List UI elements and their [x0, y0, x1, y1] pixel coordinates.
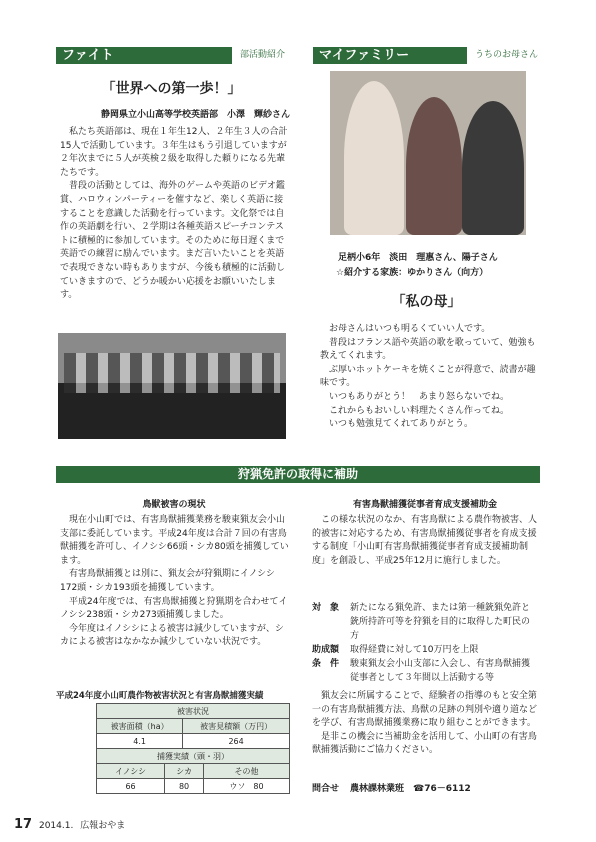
- subsidy-closing: [312, 690, 538, 758]
- fight-body: [60, 126, 288, 303]
- publication-name: 広報おやま: [80, 821, 126, 831]
- hunting-header: [56, 466, 540, 483]
- family-line: いつも勉強見てくれてありがとう。: [329, 419, 474, 430]
- term-text: 取得経費に対して10万円を上限: [350, 645, 479, 655]
- damage-body: [60, 514, 292, 650]
- family-line: ぶ厚いホットケーキを焼くことが得意で、読書が趣味です。: [320, 364, 536, 389]
- deer-label: シカ: [165, 764, 204, 779]
- area-value: 4.1: [97, 734, 183, 749]
- amount-value: 264: [183, 734, 290, 749]
- contact-label: 問合せ: [312, 784, 340, 794]
- footer: [14, 818, 125, 833]
- term-label: 条 件: [312, 659, 340, 669]
- other-value: ウソ 80: [204, 779, 290, 794]
- subsidy-intro: [312, 514, 538, 568]
- area-label: 被害面積（ha）: [97, 719, 183, 734]
- term-amount: [312, 643, 538, 657]
- family-title: 「私の母」: [391, 294, 462, 310]
- family-line: これからもおいしい料理たくさん作ってね。: [329, 405, 510, 416]
- term-target: [312, 601, 538, 643]
- issue-date: 2014.1.: [38, 821, 74, 831]
- subsidy-paragraph: 猟友会に所属することで、経験者の指導のもと安全第一の有害鳥獣捕獲方法、鳥獣の足跡の判別や適り道などを学び、有害鳥獣捕獲業務に取り組むことができます。: [312, 691, 538, 729]
- family-header: [313, 47, 540, 64]
- fight-paragraph: 私たち英語部は、現在１年生12人、２年生３人の合計15人で活動しています。３年生はもう引退していますが２年次までに５人が英検２級を取得した頼りになる先輩たちです。: [60, 127, 288, 178]
- term-text: 新たになる猟免許、または第一種銃猟免許と銃所持許可等を狩猟を目的に取得した町民の方: [350, 603, 531, 641]
- subsidy-subtitle: 有害鳥獣捕獲従事者育成支援補助金: [352, 500, 497, 510]
- other-label: その他: [204, 764, 290, 779]
- damage-paragraph: 平成24年度では、有害鳥獣捕獲と狩猟期を合わせてイノシシ238頭・シカ273頭捕獲しました。: [60, 596, 288, 621]
- contact: [312, 782, 538, 796]
- damage-paragraph: 現在小山町では、有害鳥獣捕獲業務を駿東猟友会小山支部に委託しています。平成24年度は合計７回の有害鳥獣捕獲を許可し、イノシシ66頭・シカ80頭を捕獲しています。: [60, 515, 289, 566]
- family-line: お母さんはいつも明るくていい人です。: [329, 324, 491, 334]
- boar-label: イノシシ: [97, 764, 165, 779]
- family-header-title: マイファミリー: [319, 48, 410, 63]
- fight-byline: 静岡県立小山高等学校英語部 小澤 輝紗さん: [100, 110, 290, 120]
- fight-header-sub: 部活動紹介: [232, 47, 287, 64]
- family-line: 普段はフランス語や英語の歌を歌っていて、勉強も教えてくれます。: [320, 337, 536, 362]
- family-caption-1: 足柄小6年 淡田 理惠さん、陽子さん: [338, 253, 498, 263]
- family-line: いつもありがとう！ あまり怒らないでね。: [329, 391, 510, 402]
- subsidy-paragraph: 是非この機会に当補助金を活用して、小山町の有害鳥獣捕獲活動にご協力ください。: [312, 731, 537, 756]
- family-header-sub: うちのお母さん: [467, 47, 540, 64]
- contact-text: 農林課林業班 ☎76－6112: [350, 784, 471, 794]
- family-caption-2: ☆紹介する家族：ゆかりさん（向方）: [336, 268, 489, 278]
- family-photo: [330, 71, 526, 235]
- damage-table: [96, 703, 290, 794]
- family-body: [320, 323, 538, 432]
- fight-title: 「世界への第一歩！」: [101, 81, 242, 97]
- damage-paragraph: 今年度はイノシシによる被害は減少していますが、シカによる被害はなかなか減少していない状況です。: [60, 623, 284, 648]
- fight-paragraph: 普段の活動としては、海外のゲームや英語のビデオ鑑賞、ハロウィンパーティーを催すなど、楽しく英語に接することを意識した活動を行っています。文化祭では自作の英語劇を行い、２学期は各種英語スピーチコンテストに積極的に参加しています。そのために毎日遅くまで英語での練習に励んでいます。まだ言いたいことを英語で表現できない時もありますが、今後も積極的に活動していきますので、どうか暖かい応援をお願いいたします。: [60, 181, 286, 301]
- boar-value: 66: [97, 779, 165, 794]
- capture-header: 捕獲実績（頭・羽）: [97, 749, 290, 764]
- table-title: 平成24年度小山町農作物被害状況と有害鳥獣捕獲実績: [56, 691, 264, 701]
- term-label: 対 象: [312, 603, 340, 613]
- page-number: 17: [14, 817, 33, 832]
- term-text: 駿東猟友会小山支部に入会し、有害鳥獣捕獲従事者として３年間以上活動する等: [350, 659, 531, 683]
- damage-paragraph: 有害鳥獣捕獲とは別に、猟友会が狩猟期にイノシシ172頭・シカ193頭を捕獲しています。: [60, 569, 275, 593]
- damage-header: 被害状況: [97, 704, 290, 719]
- fight-header: [56, 47, 287, 64]
- term-label: 助成額: [312, 645, 340, 655]
- club-group-photo: [58, 333, 286, 439]
- term-condition: [312, 657, 538, 685]
- fight-header-title: ファイト: [62, 48, 114, 63]
- damage-subtitle: 鳥獣被害の現状: [142, 500, 206, 510]
- deer-value: 80: [165, 779, 204, 794]
- amount-label: 被害見積額（万円）: [183, 719, 290, 734]
- subsidy-paragraph: この様な状況のなか、有害鳥獣による農作物被害、人的被害に対応するため、有害鳥獣捕獲従事者を育成支援する制度「小山町有害鳥獣捕獲従事者育成支援補助制度」を創設し、平成25年12月に施行しました。: [312, 515, 538, 566]
- hunting-header-title: 狩猟免許の取得に補助: [237, 467, 358, 481]
